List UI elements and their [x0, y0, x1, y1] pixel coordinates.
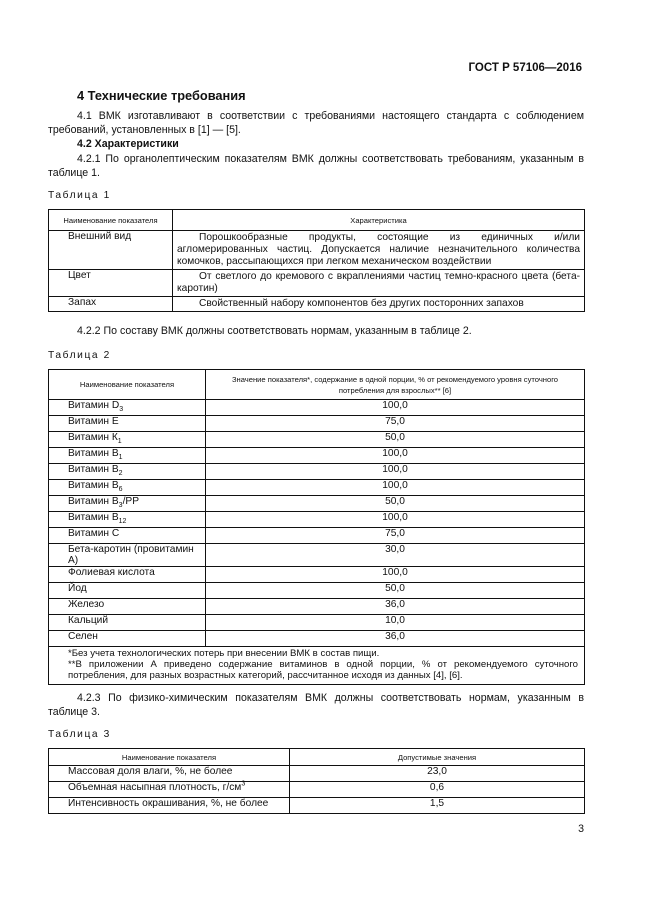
table2-value: 75,0: [206, 416, 585, 432]
table-row: [49, 583, 585, 599]
table3-value: 1,5: [290, 798, 585, 814]
subsection-title: 4.2 Характеристики: [77, 138, 179, 150]
table2-value: 36,0: [206, 599, 585, 615]
table2-indicator: Кальций: [49, 615, 206, 631]
table2-indicator: Витамин С: [49, 528, 206, 544]
table2-indicator: Бета-каротин (провитамин А): [49, 544, 206, 567]
table3-value: 0,6: [290, 782, 585, 798]
table2-value: 100,0: [206, 567, 585, 583]
table-row: [49, 615, 585, 631]
table1-cell: Запах: [49, 297, 173, 312]
table-row: [49, 599, 585, 615]
table2-indicator: Витамин $В_2$: [49, 464, 206, 480]
table1-cell: Цвет: [49, 270, 173, 297]
table-row: [49, 400, 585, 416]
table1-cell: От светлого до кремового с вкраплениями частиц темно-красного цвета (бета-каротин): [173, 270, 585, 297]
table3-value: 23,0: [290, 766, 585, 782]
table2-footnote-1: *Без учета технологических потерь при внесении ВМК в состав пищи.: [68, 648, 380, 659]
paragraph-4-2-3: 4.2.3 По физико-химическим показателям ВМК должны соответствовать нормам, указанным в таблице 3.: [48, 692, 584, 718]
table2-footnote-2: **В приложении А приведено содержание витаминов в одной порции, % от рекомендуемого суточного потребления, для разных возрастных категорий, рассчитанное исходя из данных [4], [6].: [68, 659, 578, 682]
table2-value: 100,0: [206, 448, 585, 464]
table2-indicator: Витамин $D_3$: [49, 400, 206, 416]
table3-header-value: Допустимые значения: [290, 749, 585, 766]
table2-value: 50,0: [206, 583, 585, 599]
table-row: [49, 766, 585, 782]
table1-header-value: Характеристика: [173, 210, 585, 231]
section-title: 4 Технические требования: [77, 88, 246, 103]
table-row: [49, 567, 585, 583]
table2-value: 30,0: [206, 544, 585, 567]
table2-indicator: Витамин $В_1$: [49, 448, 206, 464]
table-row: [49, 416, 585, 432]
table-row: [49, 528, 585, 544]
table2-footnotes: [49, 647, 585, 685]
table-row: [49, 480, 585, 496]
page-number: 3: [578, 823, 584, 835]
table2-value: 100,0: [206, 400, 585, 416]
table2-indicator: Витамин $В_6$: [49, 480, 206, 496]
table3-indicator: Интенсивность окрашивания, %, не более: [49, 798, 290, 814]
table-row: [49, 631, 585, 647]
table2-header-name: Наименование показателя: [49, 370, 206, 400]
table3-indicator: Объемная насыпная плотность, $г/см^3$: [49, 782, 290, 798]
table2-indicator: Железо: [49, 599, 206, 615]
table2-indicator: Витамин $В_{12}$: [49, 512, 206, 528]
table2-indicator: Витамин $К_1$: [49, 432, 206, 448]
table2-value: 75,0: [206, 528, 585, 544]
table3-indicator: Массовая доля влаги, %, не более: [49, 766, 290, 782]
table2-indicator: Витамин $В_3/РР$: [49, 496, 206, 512]
table-row: [49, 798, 585, 814]
table2-caption: Таблица 2: [48, 350, 111, 361]
table3-caption: Таблица 3: [48, 729, 111, 740]
table2-value: 36,0: [206, 631, 585, 647]
table-row: [49, 432, 585, 448]
paragraph-4-2-1: 4.2.1 По органолептическим показателям ВМК должны соответствовать требованиям, указанным в таблице 1.: [48, 153, 584, 179]
table-1: [48, 209, 585, 312]
table-row: [49, 782, 585, 798]
table2-indicator: Йод: [49, 583, 206, 599]
table1-cell: Порошкообразные продукты, состоящие из единичных и/или агломерированных частиц. Допускается наличие незначительного количества комочков, рассыпающихся при легком механическом воздействии: [173, 231, 585, 270]
table-row: [49, 464, 585, 480]
table2-value: 100,0: [206, 512, 585, 528]
table2-value: 50,0: [206, 496, 585, 512]
table2-indicator: Фолиевая кислота: [49, 567, 206, 583]
table2-indicator: Витамин Е: [49, 416, 206, 432]
paragraph-4-2-2: 4.2.2 По составу ВМК должны соответствовать нормам, указанным в таблице 2.: [77, 325, 472, 337]
table1-cell: Внешний вид: [49, 231, 173, 270]
table2-header-value: Значение показателя*, содержание в одной порции, % от рекомендуемого уровня суточного потребления для взрослых** [6]: [206, 370, 585, 400]
table1-header-name: Наименование показателя: [49, 210, 173, 231]
table1-cell: Свойственный набору компонентов без других посторонних запахов: [173, 297, 585, 312]
standard-number: ГОСТ Р 57106—2016: [468, 62, 582, 74]
table-row: [49, 544, 585, 567]
table3-header-name: Наименование показателя: [49, 749, 290, 766]
table-2: [48, 369, 585, 685]
table2-value: 50,0: [206, 432, 585, 448]
table1-caption: Таблица 1: [48, 190, 111, 201]
paragraph-4-1: 4.1 ВМК изготавливают в соответствии с требованиями настоящего стандарта с соблюдением требований, установленных в [1] — [5].: [48, 110, 584, 136]
table2-value: 10,0: [206, 615, 585, 631]
table-row: [49, 496, 585, 512]
table-row: [49, 512, 585, 528]
table2-indicator: Селен: [49, 631, 206, 647]
table-row: [49, 448, 585, 464]
table2-value: 100,0: [206, 480, 585, 496]
table-3: [48, 748, 585, 814]
table2-value: 100,0: [206, 464, 585, 480]
